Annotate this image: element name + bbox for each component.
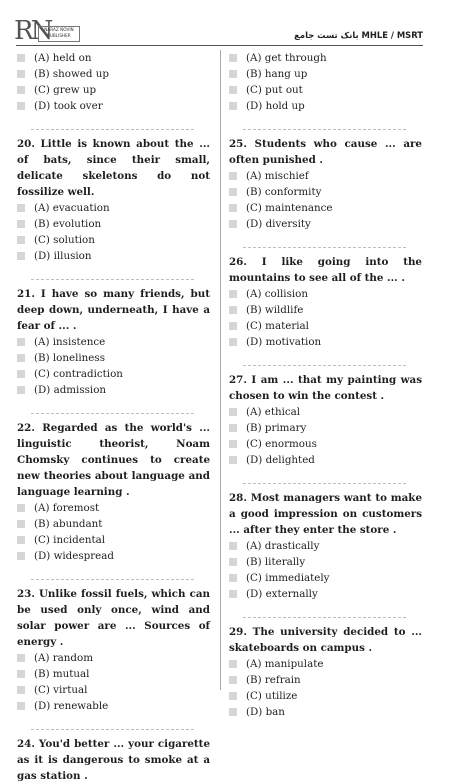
question-separator: [243, 483, 406, 484]
checkbox[interactable]: [17, 70, 25, 78]
checkbox[interactable]: [229, 574, 237, 582]
answer-option[interactable]: [17, 200, 210, 216]
checkbox[interactable]: [229, 338, 237, 346]
question-separator: [31, 129, 194, 130]
checkbox[interactable]: [17, 654, 25, 662]
option-label: (D) ban: [246, 706, 285, 718]
checkbox[interactable]: [229, 204, 237, 212]
option-label: (C) contradiction: [34, 368, 123, 380]
answer-option[interactable]: [17, 548, 210, 564]
option-label: (B) hang up: [246, 68, 308, 80]
checkbox[interactable]: [17, 702, 25, 710]
answer-option[interactable]: [17, 532, 210, 548]
answer-option[interactable]: [17, 232, 210, 248]
checkbox[interactable]: [229, 54, 237, 62]
checkbox[interactable]: [229, 102, 237, 110]
option-label: (C) material: [246, 320, 309, 332]
checkbox[interactable]: [229, 172, 237, 180]
option-label: (A) mischief: [246, 170, 309, 182]
checkbox[interactable]: [229, 290, 237, 298]
answer-option[interactable]: [229, 704, 422, 720]
option-label: (D) hold up: [246, 100, 305, 112]
option-label: (C) immediately: [246, 572, 330, 584]
question-text: 26. I like going into the mountains to see all of the ... .: [229, 256, 422, 284]
checkbox[interactable]: [229, 692, 237, 700]
answer-option[interactable]: [17, 66, 210, 82]
option-label: (C) utilize: [246, 690, 298, 702]
answer-option[interactable]: [229, 82, 422, 98]
checkbox[interactable]: [229, 590, 237, 598]
answer-option[interactable]: [229, 452, 422, 468]
answer-option[interactable]: [17, 50, 210, 66]
answer-option[interactable]: [229, 672, 422, 688]
option-label: (A) get through: [246, 52, 327, 64]
question-separator: [243, 365, 406, 366]
answer-option[interactable]: [17, 216, 210, 232]
answer-option[interactable]: [229, 554, 422, 570]
question-text: 27. I am ... that my painting was chosen to win the contest .: [229, 374, 422, 402]
checkbox[interactable]: [17, 504, 25, 512]
checkbox[interactable]: [229, 542, 237, 550]
checkbox[interactable]: [17, 204, 25, 212]
checkbox[interactable]: [229, 322, 237, 330]
option-label: (B) showed up: [34, 68, 109, 80]
checkbox[interactable]: [17, 102, 25, 110]
question-text: 28. Most managers want to make a good impression on customers ... after they enter the store .: [229, 492, 422, 536]
question-separator: [31, 413, 194, 414]
answer-option[interactable]: [229, 50, 422, 66]
option-label: (D) delighted: [246, 454, 315, 466]
question-text: 21. I have so many friends, but deep down, underneath, I have a fear of ... .: [17, 288, 210, 332]
column-divider: [220, 50, 221, 690]
checkbox[interactable]: [17, 520, 25, 528]
answer-option[interactable]: [17, 382, 210, 398]
checkbox[interactable]: [17, 220, 25, 228]
option-label: (A) insistence: [34, 336, 106, 348]
answer-option[interactable]: [229, 66, 422, 82]
header-title: بانک تست جامع MHLE / MSRT: [294, 30, 423, 40]
answer-option[interactable]: [17, 98, 210, 114]
question-separator: [243, 129, 406, 130]
option-label: (B) conformity: [246, 186, 322, 198]
option-label: (C) maintenance: [246, 202, 333, 214]
checkbox[interactable]: [229, 558, 237, 566]
question-separator: [31, 579, 194, 580]
option-label: (D) illusion: [34, 250, 92, 262]
answer-option[interactable]: [17, 516, 210, 532]
checkbox[interactable]: [17, 552, 25, 560]
option-label: (C) enormous: [246, 438, 317, 450]
checkbox[interactable]: [229, 408, 237, 416]
logo-line: NARAZ NOVIN: [44, 27, 74, 32]
option-label: (B) refrain: [246, 674, 301, 686]
option-label: (A) random: [34, 652, 93, 664]
option-label: (A) drastically: [246, 540, 320, 552]
answer-option[interactable]: [229, 302, 422, 318]
answer-option[interactable]: [229, 168, 422, 184]
question-text: 29. The university decided to ... skateboards on campus .: [229, 626, 422, 654]
checkbox[interactable]: [17, 54, 25, 62]
checkbox[interactable]: [229, 70, 237, 78]
checkbox[interactable]: [229, 220, 237, 228]
answer-option[interactable]: [229, 184, 422, 200]
answer-option[interactable]: [229, 688, 422, 704]
answer-option[interactable]: [17, 666, 210, 682]
answer-option[interactable]: [229, 286, 422, 302]
option-label: (B) evolution: [34, 218, 102, 230]
checkbox[interactable]: [17, 252, 25, 260]
checkbox[interactable]: [229, 440, 237, 448]
logo-text-box: [38, 26, 80, 42]
answer-option[interactable]: [17, 366, 210, 382]
answer-option[interactable]: [229, 98, 422, 114]
answer-option[interactable]: [17, 248, 210, 264]
answer-option[interactable]: [229, 570, 422, 586]
option-label: (B) loneliness: [34, 352, 105, 364]
option-label: (A) ethical: [246, 406, 301, 418]
option-label: (C) incidental: [34, 534, 106, 546]
answer-option[interactable]: [229, 586, 422, 602]
checkbox[interactable]: [17, 370, 25, 378]
checkbox[interactable]: [17, 236, 25, 244]
option-label: (D) renewable: [34, 700, 109, 712]
answer-option[interactable]: [17, 698, 210, 714]
checkbox[interactable]: [229, 86, 237, 94]
answer-option[interactable]: [229, 216, 422, 232]
question-text: 25. Students who cause ... are often punished .: [229, 138, 422, 166]
page-header: [0, 0, 462, 50]
option-label: (B) abundant: [34, 518, 103, 530]
option-label: (D) took over: [34, 100, 103, 112]
question-separator: [31, 729, 194, 730]
question-text: 22. Regarded as the world's ... linguistic theorist, Noam Chomsky continues to create new theories about language and language learning .: [17, 422, 210, 498]
checkbox[interactable]: [229, 188, 237, 196]
header-rule: [16, 45, 423, 46]
question-separator: [31, 279, 194, 280]
answer-option[interactable]: [229, 318, 422, 334]
answer-option[interactable]: [17, 500, 210, 516]
checkbox[interactable]: [17, 686, 25, 694]
logo-line: PUBLISHER: [47, 33, 71, 38]
question-separator: [243, 247, 406, 248]
checkbox[interactable]: [229, 306, 237, 314]
option-label: (B) mutual: [34, 668, 90, 680]
checkbox[interactable]: [229, 708, 237, 716]
answer-option[interactable]: [229, 538, 422, 554]
option-label: (A) held on: [34, 52, 92, 64]
left-column: [17, 50, 210, 784]
option-label: (C) virtual: [34, 684, 88, 696]
checkbox[interactable]: [17, 386, 25, 394]
option-label: (A) foremost: [34, 502, 100, 514]
option-label: (B) wildlife: [246, 304, 304, 316]
right-column: [229, 50, 422, 720]
answer-option[interactable]: [17, 334, 210, 350]
checkbox[interactable]: [229, 456, 237, 464]
answer-option[interactable]: [229, 334, 422, 350]
option-label: (A) collision: [246, 288, 308, 300]
answer-option[interactable]: [229, 200, 422, 216]
checkbox[interactable]: [17, 670, 25, 678]
answer-option[interactable]: [17, 350, 210, 366]
checkbox[interactable]: [229, 660, 237, 668]
checkbox[interactable]: [229, 424, 237, 432]
option-label: (C) grew up: [34, 84, 97, 96]
checkbox[interactable]: [17, 354, 25, 362]
question-text: 23. Unlike fossil fuels, which can be used only once, wind and solar power are ... Sources of energy .: [17, 588, 210, 648]
option-label: (A) manipulate: [246, 658, 324, 670]
logo-mark: RN: [14, 16, 51, 46]
answer-option[interactable]: [17, 82, 210, 98]
option-label: (D) diversity: [246, 218, 311, 230]
option-label: (C) solution: [34, 234, 95, 246]
answer-option[interactable]: [229, 420, 422, 436]
option-label: (D) externally: [246, 588, 318, 600]
option-label: (B) primary: [246, 422, 307, 434]
question-separator: [243, 617, 406, 618]
checkbox[interactable]: [17, 536, 25, 544]
option-label: (B) literally: [246, 556, 306, 568]
answer-option[interactable]: [229, 436, 422, 452]
question-text: 20. Little is known about the ... of bats, since their small, delicate skeletons do not fossilize well.: [17, 138, 210, 198]
answer-option[interactable]: [17, 650, 210, 666]
option-label: (C) put out: [246, 84, 303, 96]
checkbox[interactable]: [17, 338, 25, 346]
checkbox[interactable]: [229, 676, 237, 684]
option-label: (D) motivation: [246, 336, 322, 348]
option-label: (D) admission: [34, 384, 107, 396]
answer-option[interactable]: [229, 656, 422, 672]
option-label: (A) evacuation: [34, 202, 110, 214]
checkbox[interactable]: [17, 86, 25, 94]
answer-option[interactable]: [229, 404, 422, 420]
option-label: (D) widespread: [34, 550, 114, 562]
question-text: 24. You'd better ... your cigarette as it is dangerous to smoke at a gas station .: [17, 738, 210, 782]
